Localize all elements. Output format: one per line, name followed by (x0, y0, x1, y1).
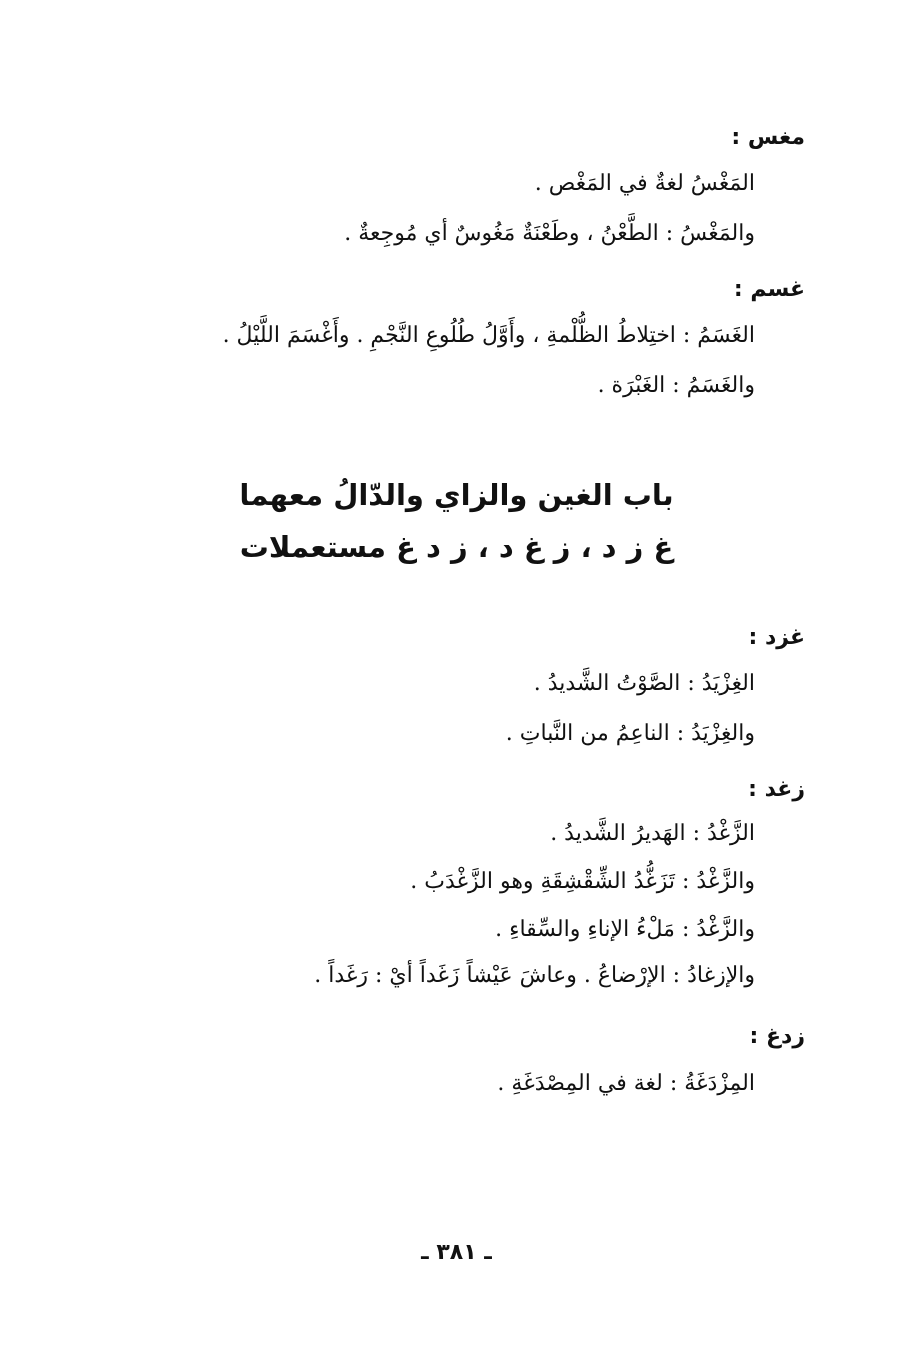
entry-line: والغَسَمُ : الغَبْرَة . (597, 373, 755, 398)
chapter-subtitle: غ ز د ، ز غ د ، ز د غ مستعملات (239, 530, 674, 564)
entry-heading-maghs: مغس : (731, 125, 805, 150)
entry-line: والمَغْسُ : الطَّعْنُ ، وطَعْنَةٌ مَغُوسٌ أي مُوجِعةٌ . (344, 221, 755, 246)
entry-line: والزَّغْدُ : تَزَغُّدُ الشِّقْشِقَةِ وهو الزَّغْدَبُ . (410, 869, 755, 894)
entry-line: المَغْسُ لغةٌ في المَغْص . (534, 171, 755, 196)
entry-heading-ghazd: غزد : (748, 625, 805, 650)
entry-heading-ghasam: غسم : (733, 277, 805, 302)
entry-line: والغِزْيَدُ : الناعِمُ من النَّباتِ . (505, 721, 755, 746)
chapter-title: باب الغين والزاي والدّالُ معهما (239, 478, 674, 512)
entry-line: المِزْدَغَةُ : لغة في المِصْدَغَةِ . (497, 1071, 755, 1096)
entry-line: الزَّغْدُ : الهَديرُ الشَّديدُ . (550, 821, 755, 846)
entry-line: الغَسَمُ : اختِلاطُ الظُّلْمةِ ، وأَوَّلُ طُلُوعِ النَّجْمِ . وأَغْسَمَ اللَّيْلُ . (222, 323, 755, 348)
entry-line: والإزغادُ : الإرْضاعُ . وعاشَ عَيْشاً زَغَداً أيْ : رَغَداً . (314, 963, 755, 988)
entry-heading-zaghd: زغد : (748, 777, 805, 802)
entry-line: الغِزْيَدُ : الصَّوْتُ الشَّديدُ . (533, 671, 755, 696)
entry-heading-zadagh: زدغ : (749, 1024, 805, 1049)
entry-line: والزَّغْدُ : مَلْءُ الإناءِ والسِّقاءِ . (495, 917, 755, 942)
page-number: ـ ٣٨١ ـ (421, 1240, 492, 1265)
